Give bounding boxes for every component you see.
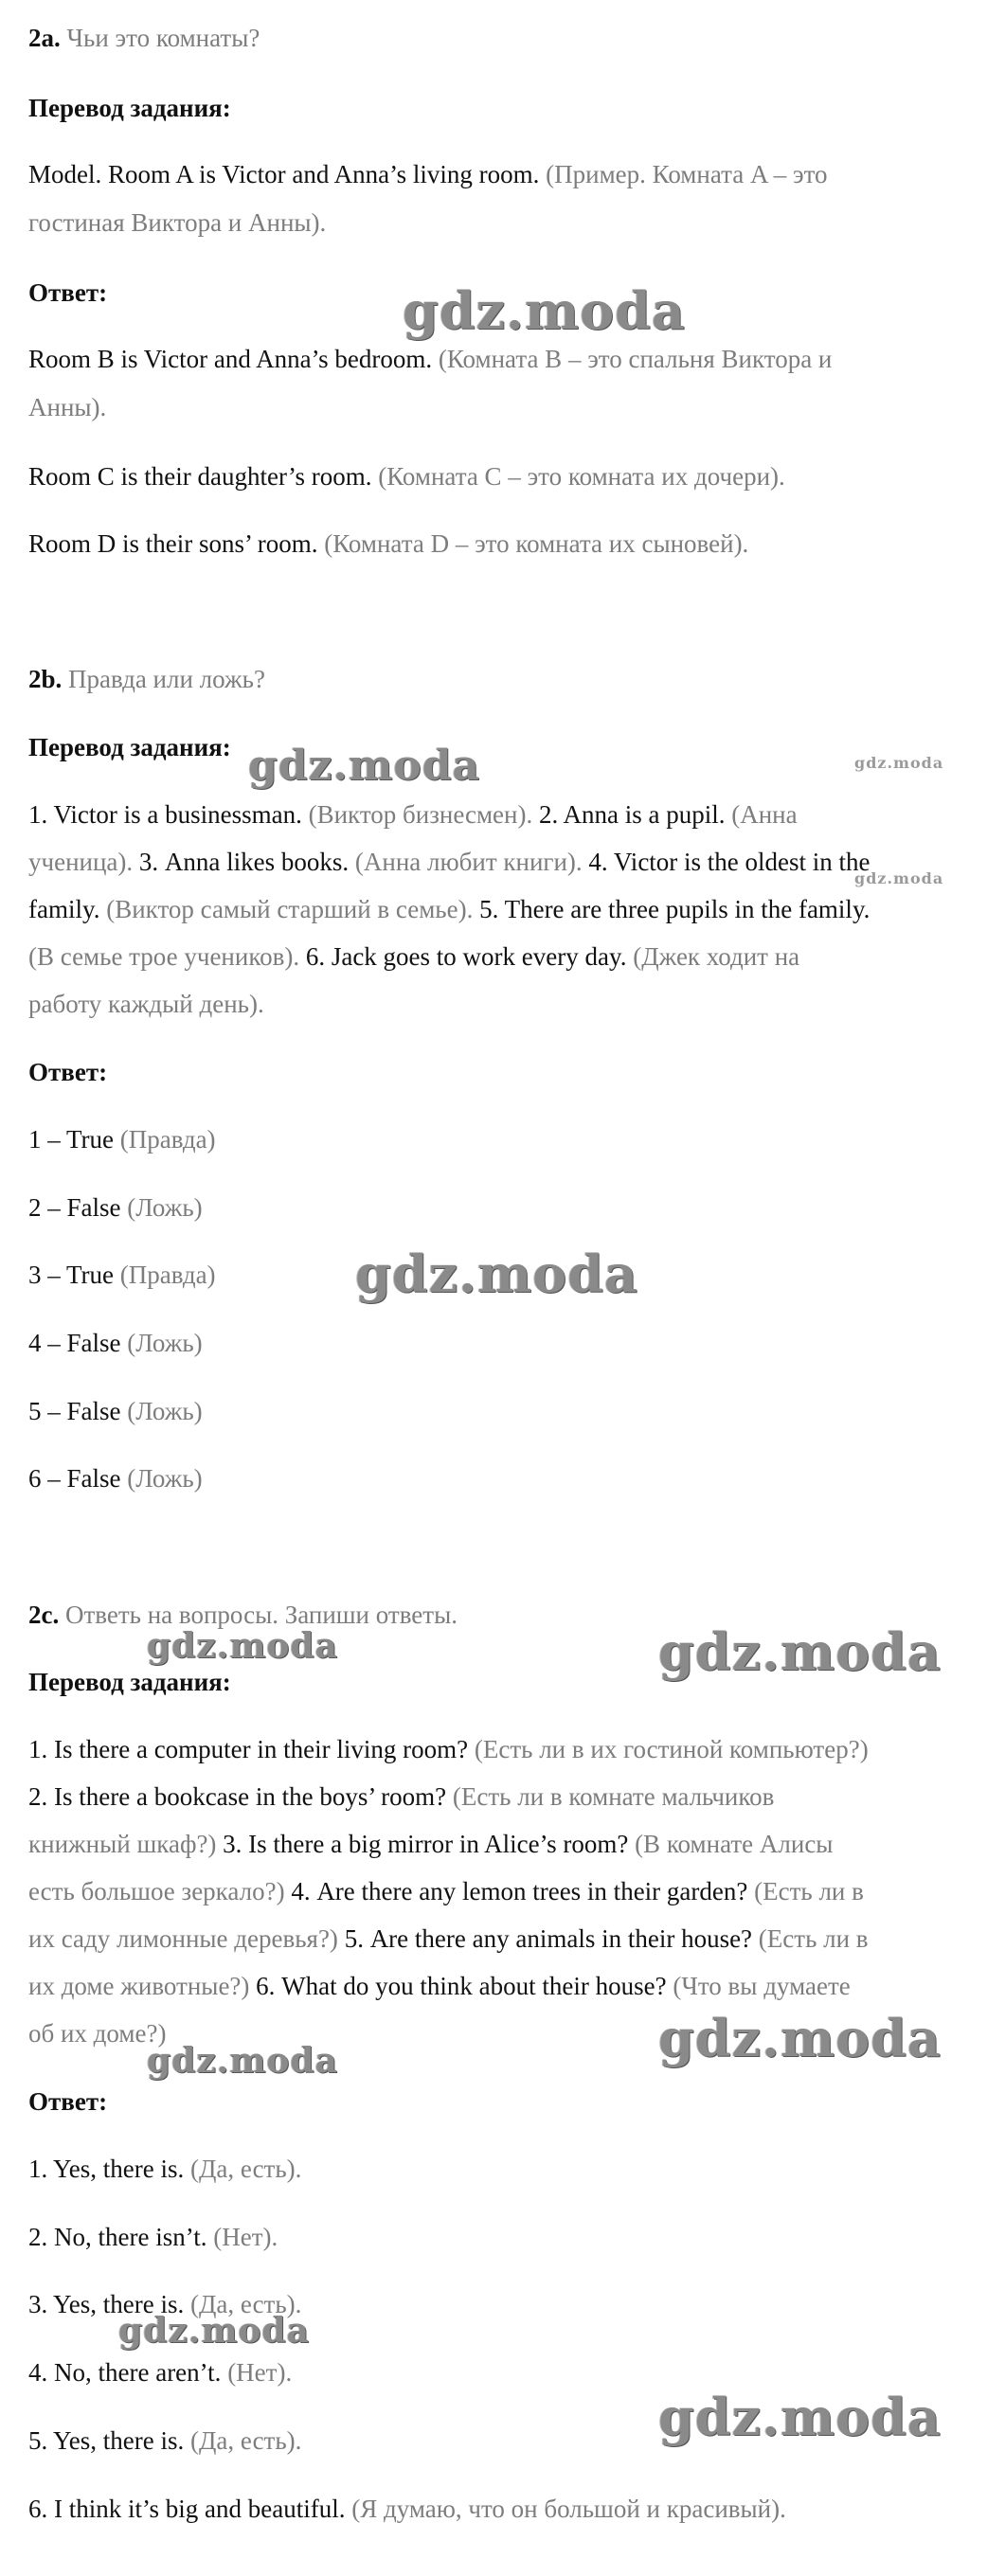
answer-room-d	[28, 528, 748, 560]
answer-item	[28, 1327, 203, 1359]
question-ru: их саду лимонные деревья?)	[28, 1924, 345, 1953]
question-en: 1. Is there a computer in their living room?	[28, 1735, 475, 1763]
watermark: gdz.moda	[403, 280, 686, 341]
question-en: 6. What do you think about their house?	[256, 1972, 673, 2000]
answer-item	[28, 1123, 216, 1155]
answer-en: 2. No, there isn’t.	[28, 2223, 214, 2251]
questions-line-3	[28, 1828, 833, 1860]
answer-en: 6 – False	[28, 1464, 128, 1493]
answer-ru: (Нет).	[227, 2358, 293, 2387]
statement-en: 5. There are three pupils in the family.	[479, 895, 870, 923]
answer-item	[28, 1395, 203, 1427]
watermark: gdz.moda	[248, 742, 481, 790]
statement-ru: (Виктор бизнесмен).	[308, 800, 539, 829]
question-ru: (Что вы думаете	[673, 1972, 851, 2000]
question-en: 3. Is there a big mirror in Alice’s room?	[223, 1830, 636, 1858]
questions-line-4	[28, 1875, 864, 1907]
translation-heading: Перевод задания:	[28, 1668, 231, 1696]
questions-line-2	[28, 1780, 774, 1813]
question-ru: их доме животные?)	[28, 1972, 257, 2000]
answer-en: 6. I think it’s big and beautiful.	[28, 2495, 352, 2523]
question-ru: (В комнате Алисы	[635, 1830, 834, 1858]
statement-en: 1. Victor is a businessman.	[28, 800, 309, 829]
statement-en: 6. Jack goes to work every day.	[305, 942, 634, 971]
question-en: 5. Are there any animals in their house?	[344, 1924, 759, 1953]
task-text: Ответь на вопросы. Запиши ответы.	[64, 1601, 458, 1629]
statement-ru: (Виктор самый старший в семье).	[106, 895, 480, 923]
answer-ru: (Комната D – это комната их сыновей).	[324, 529, 749, 558]
questions-line-6	[28, 1970, 851, 2002]
questions-line-7: об их доме?)	[28, 2019, 167, 2048]
question-ru: (Есть ли в комнате мальчиков	[452, 1782, 775, 1811]
question-ru: (Есть ли в	[754, 1877, 864, 1905]
statements-line-4	[28, 940, 799, 973]
answer-ru: (Правда)	[119, 1261, 216, 1289]
section-label: 2a.	[28, 24, 61, 52]
questions-line-1	[28, 1733, 869, 1765]
answer-room-b-cont: Анны).	[28, 393, 107, 421]
answer-en: 1 – True	[28, 1125, 120, 1154]
answer-item	[28, 2493, 786, 2525]
answer-ru: (Ложь)	[127, 1464, 203, 1493]
section-2b-title	[28, 663, 265, 695]
answer-ru: (Ложь)	[127, 1329, 203, 1357]
watermark: gdz.moda	[658, 2008, 942, 2068]
statements-line-1	[28, 798, 798, 831]
question-ru: (Есть ли в	[758, 1924, 869, 1953]
section-2a-title	[28, 22, 260, 54]
answer-heading: Ответ:	[28, 2087, 108, 2116]
answer-item	[28, 2356, 292, 2388]
answer-en: 2 – False	[28, 1193, 128, 1222]
answer-heading: Ответ:	[28, 278, 108, 307]
answer-en: 5 – False	[28, 1397, 128, 1425]
watermark: gdz.moda	[658, 2387, 942, 2447]
answer-ru: (Да, есть).	[190, 2290, 302, 2318]
statement-en: 2. Anna is a pupil.	[538, 800, 732, 829]
answer-en: Room B is Victor and Anna’s bedroom.	[28, 345, 433, 373]
statement-ru: (В семье трое учеников).	[28, 942, 306, 971]
model-line	[28, 158, 828, 190]
model-en: Model. Room A is Victor and Anna’s living room.	[28, 160, 540, 188]
watermark: gdz.moda	[854, 754, 944, 772]
statement-en: family.	[28, 895, 107, 923]
translation-heading: Перевод задания:	[28, 94, 231, 122]
question-ru: книжный шкаф?)	[28, 1830, 224, 1858]
statement-ru: (Анна любит книги).	[354, 848, 589, 876]
statement-ru: (Джек ходит на	[633, 942, 800, 971]
watermark: gdz.moda	[355, 1243, 638, 1304]
watermark: gdz.moda	[854, 869, 944, 887]
answer-room-b	[28, 343, 832, 375]
answer-en: 5. Yes, there is.	[28, 2426, 191, 2455]
task-text: Чьи это комнаты?	[66, 24, 260, 52]
answer-ru: (Да, есть).	[190, 2155, 302, 2183]
answer-en: Room C is their daughter’s room.	[28, 462, 372, 491]
model-ru: (Пример. Комната A – это	[546, 160, 828, 188]
statement-ru: (Анна	[731, 800, 798, 829]
watermark: gdz.moda	[147, 2041, 338, 2081]
answer-item	[28, 2221, 278, 2253]
task-text: Правда или ложь?	[68, 665, 265, 693]
answer-ru: (Ложь)	[127, 1397, 203, 1425]
statement-en: 3. Anna likes books.	[138, 848, 355, 876]
question-ru: есть большое зеркало?)	[28, 1877, 292, 1905]
answer-ru: (Правда)	[119, 1125, 216, 1154]
translation-heading: Перевод задания:	[28, 733, 231, 761]
question-en: 2. Is there a bookcase in the boys’ room?	[28, 1782, 453, 1811]
answer-en: 4 – False	[28, 1329, 128, 1357]
statement-ru: ученица).	[28, 848, 139, 876]
model-ru-cont: гостиная Виктора и Анны).	[28, 208, 327, 237]
watermark: gdz.moda	[147, 1626, 338, 1666]
answer-room-c	[28, 460, 785, 492]
statements-line-5: работу каждый день).	[28, 990, 264, 1018]
answer-item	[28, 2424, 301, 2457]
watermark: gdz.moda	[118, 2311, 310, 2351]
answer-item	[28, 1191, 203, 1224]
answer-item	[28, 1259, 216, 1291]
answer-en: 3. Yes, there is.	[28, 2290, 191, 2318]
statements-line-2	[28, 846, 870, 878]
answer-heading: Ответ:	[28, 1058, 108, 1086]
answer-item	[28, 1462, 203, 1494]
answer-en: Room D is their sons’ room.	[28, 529, 318, 558]
section-label: 2b.	[28, 665, 63, 693]
answer-ru: (Комната B – это спальня Виктора и	[438, 345, 833, 373]
question-en: 4. Are there any lemon trees in their garden?	[291, 1877, 755, 1905]
answer-ru: (Ложь)	[127, 1193, 203, 1222]
section-label: 2c.	[28, 1601, 60, 1629]
answer-en: 1. Yes, there is.	[28, 2155, 191, 2183]
question-ru: (Есть ли в их гостиной компьютер?)	[474, 1735, 869, 1763]
watermark: gdz.moda	[658, 1621, 942, 1682]
answer-ru: (Нет).	[213, 2223, 278, 2251]
answer-ru: (Я думаю, что он большой и красивый).	[351, 2495, 786, 2523]
answer-en: 4. No, there aren’t.	[28, 2358, 228, 2387]
answer-en: 3 – True	[28, 1261, 120, 1289]
answer-ru: (Да, есть).	[190, 2426, 302, 2455]
answer-ru: (Комната C – это комната их дочери).	[378, 462, 785, 491]
answer-item	[28, 2153, 301, 2185]
statements-line-3	[28, 893, 870, 925]
questions-line-5	[28, 1923, 869, 1955]
statement-en: 4. Victor is the oldest in the	[588, 848, 870, 876]
